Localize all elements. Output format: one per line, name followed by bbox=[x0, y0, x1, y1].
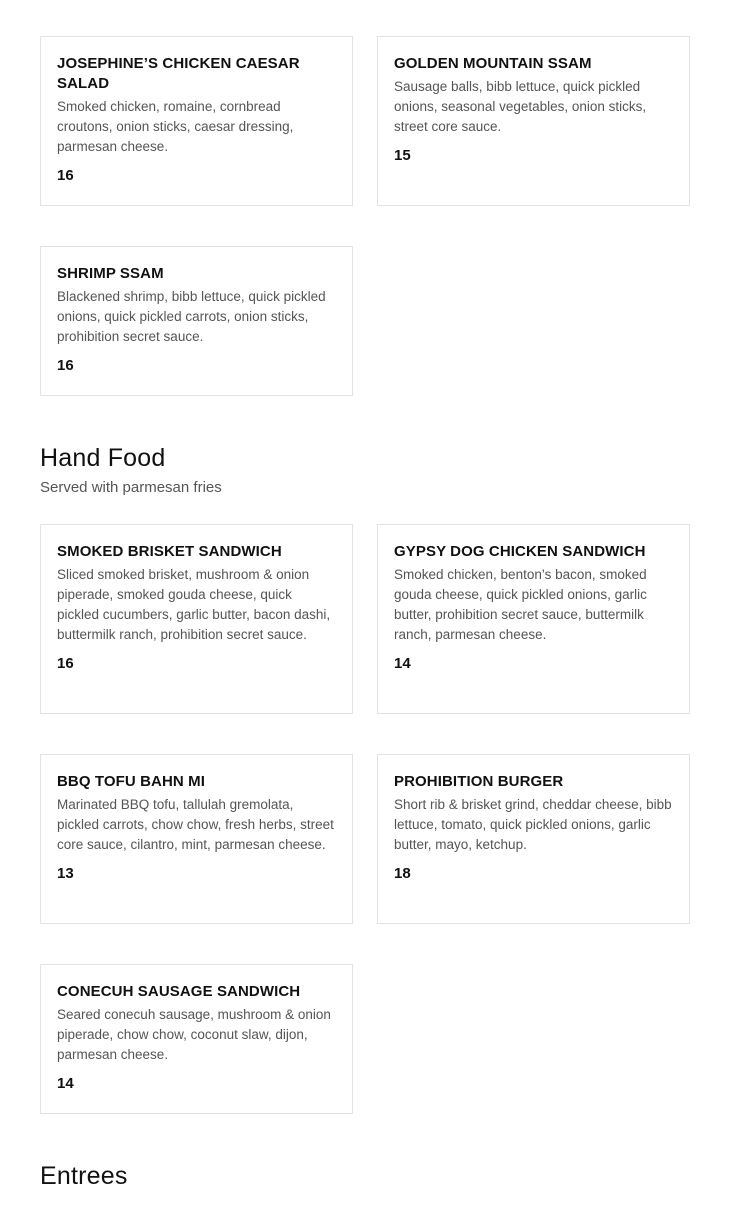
menu-item-name: GYPSY DOG CHICKEN SANDWICH bbox=[394, 543, 646, 560]
menu-item-card bbox=[377, 36, 690, 206]
menu-item-card bbox=[40, 754, 353, 924]
menu-item-description: Seared conecuh sausage, mushroom & onion piperade, chow chow, coconut slaw, dijon, parmesan cheese. bbox=[57, 1007, 331, 1062]
menu-item-name: JOSEPHINE’S CHICKEN CAESAR SALAD bbox=[57, 55, 300, 92]
menu-item-price: 14 bbox=[57, 1075, 74, 1092]
menu-item-card bbox=[40, 964, 353, 1114]
menu-item-price: 16 bbox=[57, 167, 74, 184]
menu-item-card bbox=[377, 754, 690, 924]
menu-item-name: PROHIBITION BURGER bbox=[394, 773, 564, 790]
menu-item-description: Smoked chicken, benton’s bacon, smoked gouda cheese, quick pickled onions, garlic butter, prohibition secret sauce, buttermilk ranch, parmesan cheese. bbox=[394, 567, 647, 642]
menu-item-price: 16 bbox=[57, 655, 74, 672]
menu-item-card bbox=[40, 246, 353, 396]
menu-item-description: Marinated BBQ tofu, tallulah gremolata, pickled carrots, chow chow, fresh herbs, street core sauce, cilantro, mint, parmesan cheese. bbox=[57, 797, 334, 852]
section-subtitle: Served with parmesan fries bbox=[40, 479, 222, 496]
menu-item-description: Sausage balls, bibb lettuce, quick pickled onions, seasonal vegetables, onion sticks, street core sauce. bbox=[394, 79, 647, 134]
menu-item-price: 13 bbox=[57, 865, 74, 882]
menu-item-description: Sliced smoked brisket, mushroom & onion piperade, smoked gouda cheese, quick pickled cucumbers, garlic butter, bacon dashi, buttermilk ranch, prohibition secret sauce. bbox=[57, 567, 331, 642]
section-title-hand-food: Hand Food bbox=[40, 444, 166, 472]
menu-item-description: Blackened shrimp, bibb lettuce, quick pickled onions, quick pickled carrots, onion sticks, prohibition secret sauce. bbox=[57, 289, 326, 344]
menu-item-price: 18 bbox=[394, 865, 411, 882]
menu-item-price: 14 bbox=[394, 655, 411, 672]
menu-item-description: Short rib & brisket grind, cheddar cheese, bibb lettuce, tomato, quick pickled onions, garlic butter, mayo, ketchup. bbox=[394, 797, 672, 852]
menu-item-card bbox=[40, 524, 353, 714]
menu-item-price: 16 bbox=[57, 357, 74, 374]
menu-item-name: SMOKED BRISKET SANDWICH bbox=[57, 543, 282, 560]
menu-item-name: SHRIMP SSAM bbox=[57, 265, 164, 282]
menu-item-name: CONECUH SAUSAGE SANDWICH bbox=[57, 983, 301, 1000]
section-title-entrees: Entrees bbox=[40, 1162, 128, 1190]
menu-item-card bbox=[377, 524, 690, 714]
menu-item-description: Smoked chicken, romaine, cornbread croutons, onion sticks, caesar dressing, parmesan cheese. bbox=[57, 99, 294, 154]
menu-item-card bbox=[40, 36, 353, 206]
menu-item-name: BBQ TOFU BAHN MI bbox=[57, 773, 205, 790]
menu-item-name: GOLDEN MOUNTAIN SSAM bbox=[394, 55, 592, 72]
menu-item-price: 15 bbox=[394, 147, 411, 164]
